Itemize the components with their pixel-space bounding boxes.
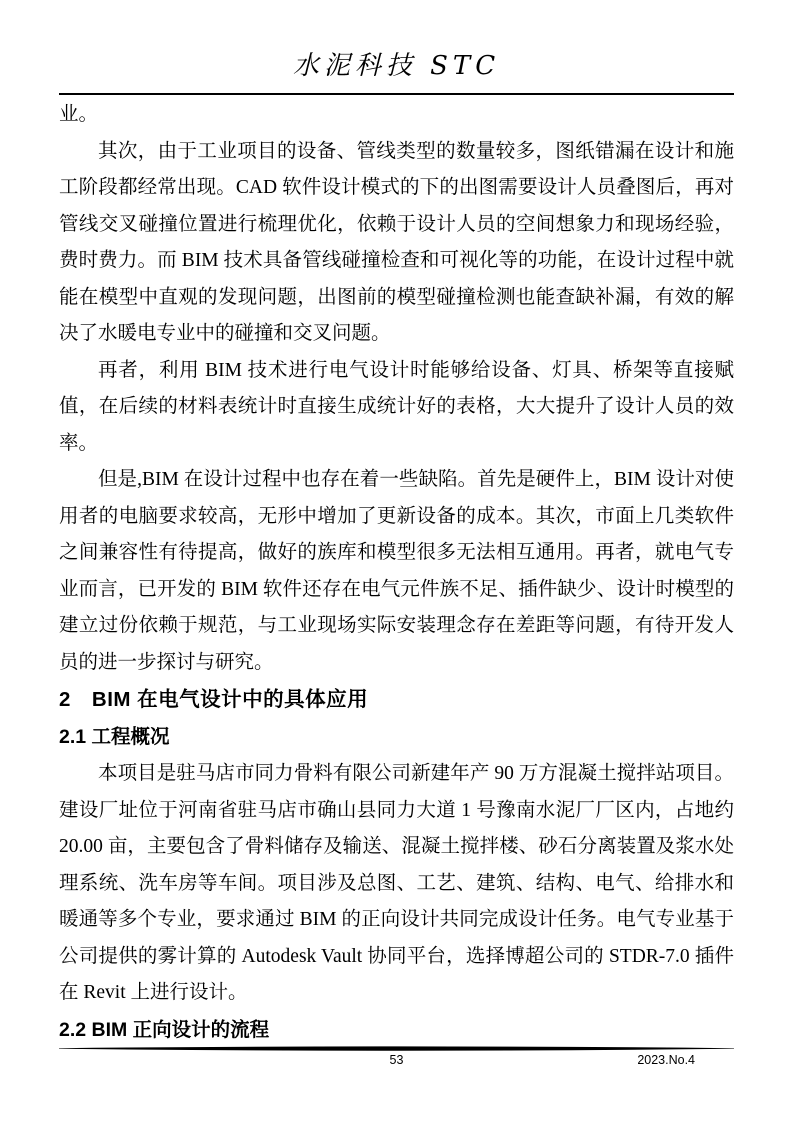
section-heading-2: 2 BIM 在电气设计中的具体应用 — [59, 688, 369, 711]
document-body — [59, 97, 734, 1043]
page-number: 53 — [389, 1053, 404, 1067]
paragraph-cad-drawbacks: 其次，由于工业项目的设备、管线类型的数量较多，图纸错漏在设计和施工阶段都经常出现。CAD 软件设计模式的下的出图需要设计人员叠图后，再对管线交叉碰撞位置进行梳理优化，依赖于设计人员的空间想象力和现场经验，费时费力。而 BIM 技术具备管线碰撞检查和可视化等的功能，在设计过程中就能在模型中直观的发现问题，出图前的模型碰撞检测也能查缺补漏，有效的解决了水暖电专业中的碰撞和交叉问题。 — [59, 140, 734, 344]
paragraph-project-overview: 本项目是驻马店市同力骨料有限公司新建年产 90 万方混凝土搅拌站项目。建设厂址位于河南省驻马店市确山县同力大道 1 号豫南水泥厂厂区内，占地约 20.00 亩，主要包含了骨料储存及输送、混凝土搅拌楼、砂石分离装置及浆水处理系统、洗车房等车间。项目涉及总图、工艺、建筑、结构、电气、给排水和暖通等多个专业，要求通过 BIM 的正向设计共同完成设计任务。电气专业基于公司提供的雾计算的 Autodesk Vault 协同平台，选择博超公司的 STDR-7.0 插件在 Revit 上进行设计。 — [59, 763, 734, 1003]
issue-label: 2023.No.4 — [637, 1053, 695, 1067]
header-rule — [59, 93, 734, 95]
subsection-heading-2-2: 2.2 BIM 正向设计的流程 — [59, 1018, 270, 1041]
footer-rule-ornament — [59, 1044, 734, 1053]
journal-header-title: 水泥科技 STC — [292, 51, 501, 81]
paragraph-continuation: 业。 — [59, 104, 99, 125]
subsection-heading-2-1: 2.1 工程概况 — [59, 726, 170, 748]
paragraph-bim-defects: 但是,BIM 在设计过程中也存在着一些缺陷。首先是硬件上，BIM 设计对使用者的电脑要求较高，无形中增加了更新设备的成本。其次，市面上几类软件之间兼容性有待提高，做好的族库和模型很多无法相互通用。再者，就电气专业而言，已开发的 BIM 软件还存在电气元件族不足、插件缺少、设计时模型的建立过份依赖于规范，与工业现场实际安装理念存在差距等问题，有待开发人员的进一步探讨与研究。 — [59, 469, 734, 673]
paragraph-bim-efficiency: 再者，利用 BIM 技术进行电气设计时能够给设备、灯具、桥架等直接赋值，在后续的材料表统计时直接生成统计好的表格，大大提升了设计人员的效率。 — [59, 359, 734, 454]
